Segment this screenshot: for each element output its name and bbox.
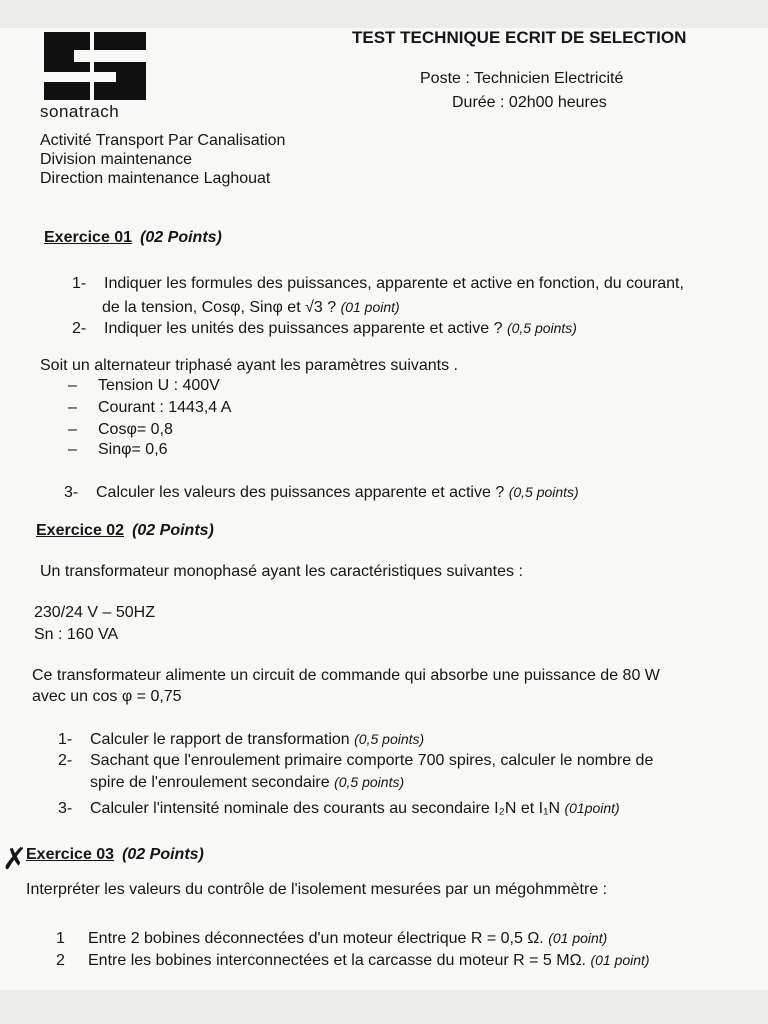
ex2-q3-points: (01point) <box>564 800 620 816</box>
ex1-q1-number: 1- <box>72 275 87 292</box>
ex2-spec-2: Sn : 160 VA <box>34 626 119 643</box>
ex3-item-2-text: Entre les bobines interconnectées et la carcasse du moteur R = 5 MΩ. <box>88 952 586 969</box>
ex2-question-2 <box>58 752 653 770</box>
ex3-item-2 <box>56 952 650 970</box>
ex1-question-2 <box>72 320 577 338</box>
ex2-q2-number: 2- <box>58 752 73 769</box>
ex3-item-1 <box>56 930 607 948</box>
ex1-q2-text: Indiquer les unités des puissances apparente et active ? <box>104 320 503 337</box>
exercise-1-heading <box>44 229 222 247</box>
ex2-text-1: Ce transformateur alimente un circuit de commande qui absorbe une puissance de 80 W <box>32 667 660 684</box>
ex2-q1-points: (0,5 points) <box>354 731 425 747</box>
ex3-item-2-number: 2 <box>56 952 65 969</box>
ex1-q1-points: (01 point) <box>340 299 400 315</box>
ex1-param-3: – Cosφ= 0,8 <box>68 421 173 438</box>
page-title: TEST TECHNIQUE ECRIT DE SELECTION <box>352 28 687 47</box>
ex2-question-2-cont <box>90 774 404 792</box>
duree-label: Durée : 02h00 heures <box>452 94 607 111</box>
ex1-q3-points: (0,5 points) <box>508 484 579 500</box>
ex2-question-3 <box>58 800 620 818</box>
ex2-q3-text: Calculer l'intensité nominale des courants au secondaire I₂N et I₁N <box>90 800 561 817</box>
ex3-item-1-points: (01 point) <box>548 930 608 946</box>
ex1-param-2-text: Courant : 1443,4 A <box>98 399 232 416</box>
ex1-intro: Soit un alternateur triphasé ayant les paramètres suivants . <box>40 357 458 374</box>
ex1-param-2: – Courant : 1443,4 A <box>68 399 232 416</box>
ex2-intro: Un transformateur monophasé ayant les caractéristiques suivantes : <box>40 563 523 580</box>
ex1-param-3-text: Cosφ= 0,8 <box>98 421 173 438</box>
ex1-question-3 <box>64 484 579 502</box>
ex1-q3-number: 3- <box>64 484 79 501</box>
ex1-q2-points: (0,5 points) <box>506 320 577 336</box>
ex2-q2-text: Sachant que l'enroulement primaire comporte 700 spires, calculer le nombre de <box>90 752 654 769</box>
ex2-q2-text-2: spire de l'enroulement secondaire <box>90 774 330 791</box>
ex1-q2-number: 2- <box>72 320 87 337</box>
ex3-intro: Interpréter les valeurs du contrôle de l'isolement mesurées par un mégohmmètre : <box>26 881 608 898</box>
exercise-2-points: (02 Points) <box>132 522 214 539</box>
poste-label: Poste : Technicien Electricité <box>420 70 624 87</box>
exercise-1-label: Exercice 01 <box>44 229 133 246</box>
ex3-item-1-text: Entre 2 bobines déconnectées d'un moteur électrique R = 0,5 Ω. <box>88 930 544 947</box>
exercise-2-heading <box>36 522 214 540</box>
ex3-item-2-points: (01 point) <box>590 952 650 968</box>
exercise-1-points: (02 Points) <box>140 229 222 246</box>
ex1-param-4: – Sinφ= 0,6 <box>68 441 168 458</box>
org-line-1: Activité Transport Par Canalisation <box>40 132 286 149</box>
ex1-param-1-text: Tension U : 400V <box>98 377 220 394</box>
exercise-2-label: Exercice 02 <box>36 522 125 539</box>
ex2-q2-points: (0,5 points) <box>334 774 405 790</box>
ex2-question-1 <box>58 731 424 749</box>
ex1-q1-text-2: de la tension, Cosφ, Sinφ et √3 ? <box>102 299 337 316</box>
ex2-q1-text: Calculer le rapport de transformation <box>90 731 350 748</box>
ex1-param-4-text: Sinφ= 0,6 <box>98 441 168 458</box>
org-line-2: Division maintenance <box>40 151 193 168</box>
ex1-q3-text: Calculer les valeurs des puissances apparente et active ? <box>96 484 505 501</box>
exercise-3-label: Exercice 03 <box>26 846 115 863</box>
ex1-param-1: – Tension U : 400V <box>68 377 220 394</box>
exercise-3-points: (02 Points) <box>122 846 204 863</box>
ex2-q1-number: 1- <box>58 731 73 748</box>
sonatrach-logo-icon <box>44 32 146 100</box>
ex2-q3-number: 3- <box>58 800 73 817</box>
logo-text: sonatrach <box>40 102 120 121</box>
ex2-text-2: avec un cos φ = 0,75 <box>32 688 182 705</box>
ex1-question-1-cont <box>102 299 400 317</box>
handwritten-cross-mark: ✗ <box>2 842 28 877</box>
ex1-q1-text: Indiquer les formules des puissances, apparente et active en fonction, du courant, <box>104 275 684 292</box>
ex3-item-1-number: 1 <box>56 930 65 947</box>
exercise-3-heading <box>26 846 204 864</box>
org-line-3: Direction maintenance Laghouat <box>40 170 271 187</box>
ex1-question-1 <box>72 275 684 293</box>
ex2-spec-1: 230/24 V – 50HZ <box>34 604 155 621</box>
